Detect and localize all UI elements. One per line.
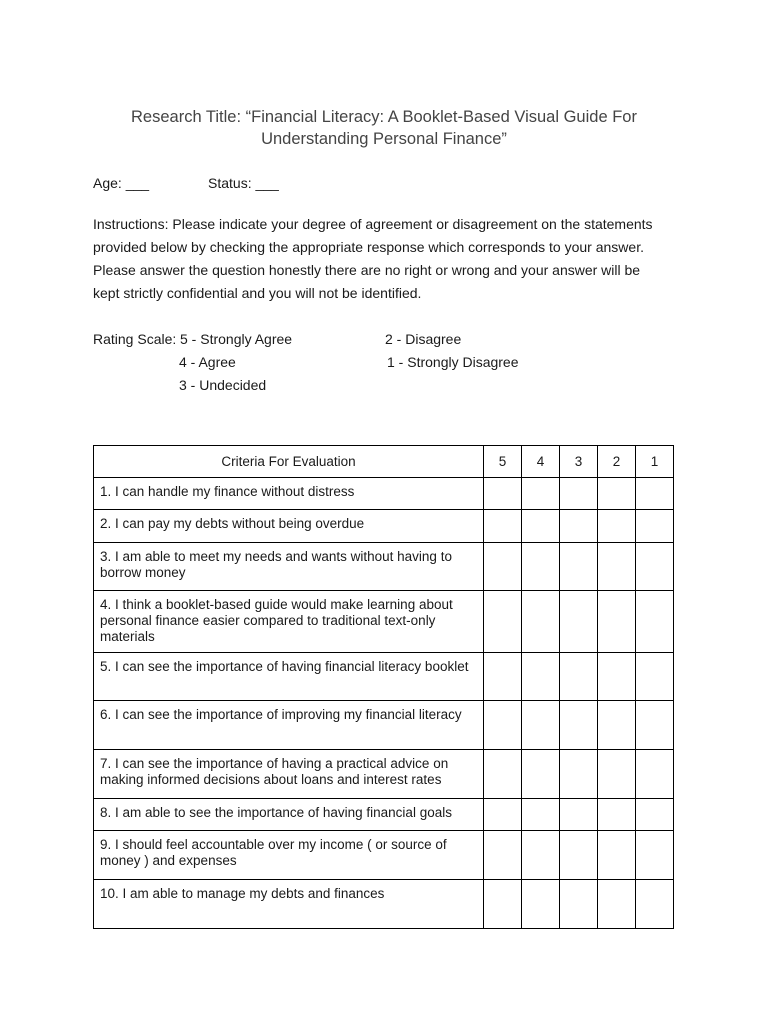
rating-cell[interactable] <box>522 591 560 653</box>
rating-cell[interactable] <box>484 510 522 543</box>
rating-cell[interactable] <box>484 653 522 701</box>
rating-header-4: 4 <box>522 446 560 478</box>
rating-cell[interactable] <box>484 591 522 653</box>
title-line-2: Understanding Personal Finance” <box>261 130 507 148</box>
instructions-line: kept strictly confidential and you will not be identified. <box>93 285 422 301</box>
rating-cell[interactable] <box>598 750 636 799</box>
rating-cell[interactable] <box>484 543 522 591</box>
rating-cell[interactable] <box>636 880 674 929</box>
instructions <box>93 213 678 305</box>
criteria-cell: 7. I can see the importance of having a practical advice on making informed decisions about loans and interest rates <box>94 750 484 799</box>
scale-1: 1 - Strongly Disagree <box>387 354 519 370</box>
rating-cell[interactable] <box>560 510 598 543</box>
rating-cell[interactable] <box>636 653 674 701</box>
rating-cell[interactable] <box>598 543 636 591</box>
rating-cell[interactable] <box>560 653 598 701</box>
rating-cell[interactable] <box>522 799 560 831</box>
table-row <box>94 653 674 701</box>
rating-cell[interactable] <box>522 750 560 799</box>
instructions-line: Instructions: Please indicate your degree of agreement or disagreement on the statements <box>93 216 653 232</box>
rating-cell[interactable] <box>484 478 522 510</box>
instructions-line: provided below by checking the appropriate response which corresponds to your answer. <box>93 239 644 255</box>
status-field[interactable]: Status: ___ <box>208 175 279 191</box>
table-header-row <box>94 446 674 478</box>
rating-cell[interactable] <box>522 653 560 701</box>
age-field[interactable]: Age: ___ <box>93 175 150 191</box>
rating-cell[interactable] <box>598 510 636 543</box>
rating-cell[interactable] <box>484 701 522 750</box>
criteria-header: Criteria For Evaluation <box>94 446 484 478</box>
rating-cell[interactable] <box>560 478 598 510</box>
criteria-cell: 8. I am able to see the importance of having financial goals <box>94 799 484 831</box>
table-row <box>94 750 674 799</box>
rating-cell[interactable] <box>560 750 598 799</box>
scale-2: 2 - Disagree <box>385 331 462 347</box>
scale-5: 5 - Strongly Agree <box>180 331 293 347</box>
rating-cell[interactable] <box>598 799 636 831</box>
rating-cell[interactable] <box>522 880 560 929</box>
rating-cell[interactable] <box>598 880 636 929</box>
rating-header-2: 2 <box>598 446 636 478</box>
rating-cell[interactable] <box>598 591 636 653</box>
rating-header-3: 3 <box>560 446 598 478</box>
criteria-cell: 6. I can see the importance of improving my financial literacy <box>94 701 484 750</box>
rating-cell[interactable] <box>560 591 598 653</box>
rating-cell[interactable] <box>636 750 674 799</box>
scale-4: 4 - Agree <box>179 354 236 370</box>
rating-cell[interactable] <box>560 701 598 750</box>
rating-cell[interactable] <box>484 831 522 880</box>
table-row <box>94 880 674 929</box>
table-row <box>94 701 674 750</box>
research-title <box>60 106 708 150</box>
rating-cell[interactable] <box>598 701 636 750</box>
table-row <box>94 831 674 880</box>
rating-cell[interactable] <box>598 478 636 510</box>
rating-cell[interactable] <box>560 543 598 591</box>
rating-cell[interactable] <box>522 701 560 750</box>
instructions-line: Please answer the question honestly there are no right or wrong and your answer will be <box>93 262 641 278</box>
table-row <box>94 510 674 543</box>
criteria-cell: 10. I am able to manage my debts and finances <box>94 880 484 929</box>
rating-header-5: 5 <box>484 446 522 478</box>
criteria-cell: 5. I can see the importance of having financial literacy booklet <box>94 653 484 701</box>
criteria-cell: 2. I can pay my debts without being overdue <box>94 510 484 543</box>
criteria-cell: 4. I think a booklet-based guide would make learning about personal finance easier compared to traditional text-only materials <box>94 591 484 653</box>
criteria-cell: 1. I can handle my finance without distress <box>94 478 484 510</box>
rating-scale-label: Rating Scale: <box>93 331 177 347</box>
rating-cell[interactable] <box>522 543 560 591</box>
rating-cell[interactable] <box>560 880 598 929</box>
rating-cell[interactable] <box>522 510 560 543</box>
rating-cell[interactable] <box>598 653 636 701</box>
rating-cell[interactable] <box>636 831 674 880</box>
rating-cell[interactable] <box>636 478 674 510</box>
rating-cell[interactable] <box>636 799 674 831</box>
title-line-1: Research Title: “Financial Literacy: A Booklet-Based Visual Guide For <box>131 108 637 126</box>
table-row <box>94 591 674 653</box>
rating-cell[interactable] <box>636 510 674 543</box>
table-row <box>94 478 674 510</box>
rating-cell[interactable] <box>522 478 560 510</box>
scale-3: 3 - Undecided <box>179 377 267 393</box>
rating-cell[interactable] <box>560 799 598 831</box>
rating-cell[interactable] <box>636 543 674 591</box>
table-row <box>94 799 674 831</box>
rating-cell[interactable] <box>522 831 560 880</box>
rating-cell[interactable] <box>636 591 674 653</box>
rating-cell[interactable] <box>636 701 674 750</box>
rating-header-1: 1 <box>636 446 674 478</box>
rating-cell[interactable] <box>598 831 636 880</box>
criteria-cell: 3. I am able to meet my needs and wants without having to borrow money <box>94 543 484 591</box>
table-row <box>94 543 674 591</box>
rating-cell[interactable] <box>560 831 598 880</box>
rating-cell[interactable] <box>484 750 522 799</box>
evaluation-table <box>93 445 674 929</box>
rating-cell[interactable] <box>484 799 522 831</box>
criteria-cell: 9. I should feel accountable over my income ( or source of money ) and expenses <box>94 831 484 880</box>
rating-cell[interactable] <box>484 880 522 929</box>
